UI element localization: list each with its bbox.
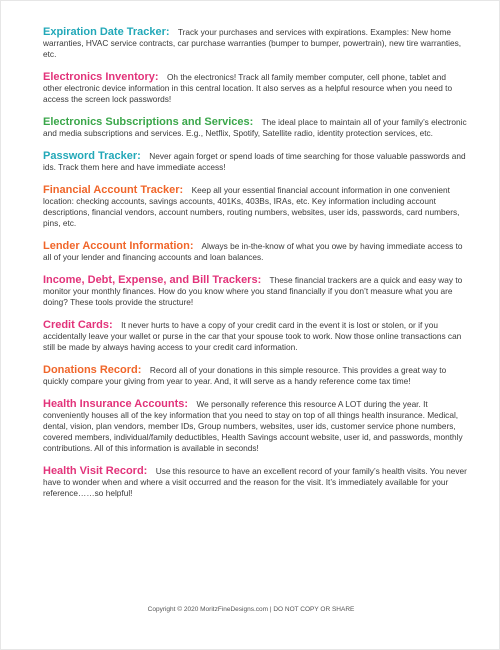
entry-lender-account-information — [43, 241, 467, 263]
entry-health-visit-record — [43, 466, 467, 499]
entry-title: Financial Account Tracker: — [43, 184, 190, 196]
copyright-footer: Copyright © 2020 MoritzFineDesigns.com | DO NOT COPY OR SHARE — [147, 606, 355, 613]
entry-title: Donations Record: — [43, 364, 148, 376]
entry-text: Record all of your donations in this simple resource. This provides a great way to quickly compare your giving from year to year. And, it will serve as a handy reference come tax time! — [43, 365, 447, 386]
entries-list — [43, 27, 467, 511]
entry-title: Electronics Inventory: — [43, 71, 165, 83]
entry-title: Password Tracker: — [43, 150, 147, 162]
entry-text: We personally reference this resource A LOT during the year. It conveniently houses all of the key information that you need to stay on top of all things health insurance. Medical, dental, vision, plan vendors, member IDs, Group numbers, websites, user ids, customer service phone numbers, covered members, individual/family deductibles, Health Savings account website, user id, and passwords, monthly contributions. All of this information is available in seconds! — [43, 399, 463, 453]
entry-text: The ideal place to maintain all of your family’s electronic and media subscriptions and services. E.g., Netflix, Spotify, Satellite radio, identity protection services, etc. — [43, 117, 467, 138]
entry-text: It never hurts to have a copy of your credit card in the event it is lost or stolen, or if you accidentally leave your wallet or purse in the car that your spouse took to work. Now those online transactions can still be made by always having access to your credit card information. — [43, 320, 462, 352]
entry-expiration-date-tracker — [43, 27, 467, 60]
entry-financial-account-tracker — [43, 185, 467, 229]
entry-electronics-subscriptions — [43, 117, 467, 139]
entry-title: Expiration Date Tracker: — [43, 26, 176, 38]
entry-donations-record — [43, 365, 467, 387]
entry-credit-cards — [43, 320, 467, 353]
entry-title: Health Visit Record: — [43, 465, 154, 477]
entry-text: Track your purchases and services with expirations. Examples: New home warranties, HVAC service contracts, car purchase warranties (bumper to bumper, powertrain), new tire warranties, etc. — [43, 27, 462, 59]
entry-title: Income, Debt, Expense, and Bill Trackers: — [43, 274, 268, 286]
entry-text: Keep all your essential financial account information in one convenient location: checking accounts, savings accounts, 401Ks, 403Bs, IRAs, etc. Key information including account descriptions, financial vendors, account numbers, routing numbers, websites, user ids, passwords, card numbers, pins, etc. — [43, 185, 460, 228]
entry-text: Always be in-the-know of what you owe by having immediate access to all of your lender and financing accounts and loan balances. — [43, 241, 463, 262]
entry-text: Use this resource to have an excellent record of your family’s health visits. You never have to wonder when and where a visit occurred and the reason for the visit. It’s immediately available for your reference……so helpful! — [43, 466, 467, 498]
entry-text: These financial trackers are a quick and easy way to monitor your monthly finances. How do you know where you stand financially if you don’t measure what you are doing? These tools provide the structure! — [43, 275, 463, 307]
entry-title: Health Insurance Accounts: — [43, 398, 195, 410]
entry-title: Electronics Subscriptions and Services: — [43, 116, 260, 128]
entry-electronics-inventory — [43, 72, 467, 105]
entry-text: Oh the electronics! Track all family member computer, cell phone, tablet and other electronic device information in this central location. It also serves as a helpful resource when you need to access the screen lock passwords! — [43, 72, 453, 104]
entry-title: Lender Account Information: — [43, 240, 200, 252]
entry-password-tracker — [43, 151, 467, 173]
entry-health-insurance-accounts — [43, 399, 467, 454]
entry-title: Credit Cards: — [43, 319, 119, 331]
entry-text: Never again forget or spend loads of time searching for those valuable passwords and ids. Track them here and have immediate access! — [43, 151, 466, 172]
entry-income-debt-expense-bill-trackers — [43, 275, 467, 308]
